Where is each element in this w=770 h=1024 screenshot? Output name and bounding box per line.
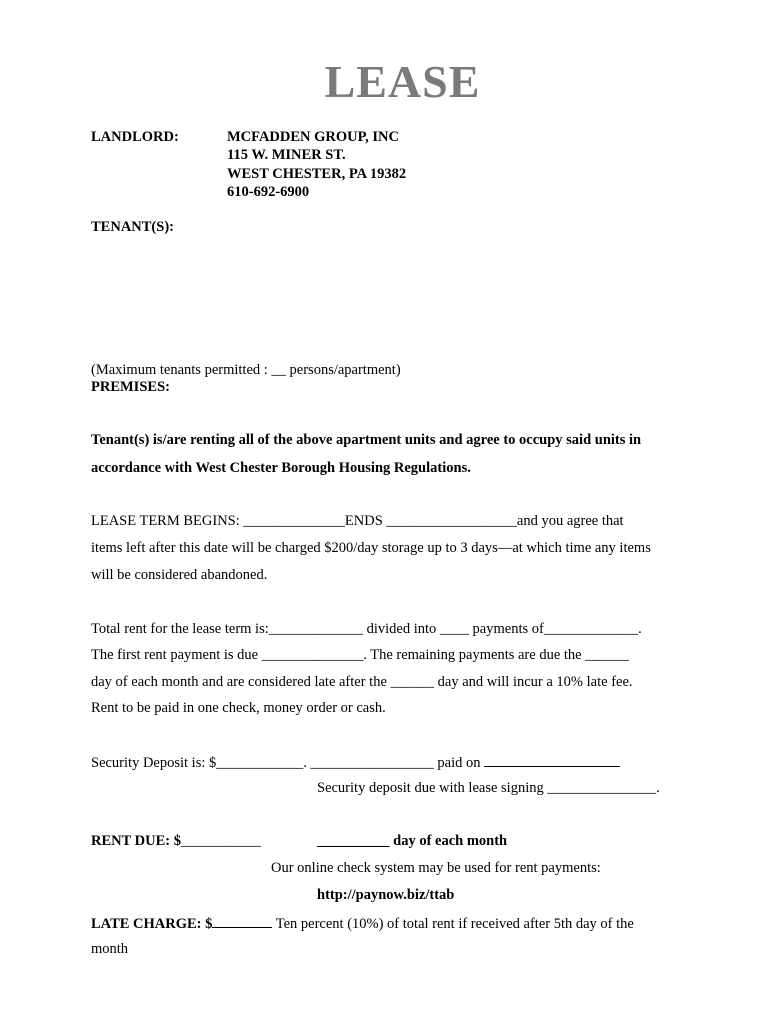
- rent-line-2: The first rent payment is due ______________. The remaining payments are due the ______: [91, 647, 629, 663]
- rent-due-amount-blank: ___________: [180, 833, 261, 849]
- lease-term-line-1: LEASE TERM BEGINS: ______________ENDS __________________and you agree that: [91, 513, 624, 529]
- rent-due-day-line: [317, 832, 507, 850]
- lease-term-line-3: will be considered abandoned.: [91, 567, 268, 583]
- landlord-label: LANDLORD:: [91, 129, 179, 145]
- late-charge-line: [91, 913, 634, 933]
- rent-due-label: RENT DUE: $: [91, 833, 181, 849]
- rent-line-4: Rent to be paid in one check, money order or cash.: [91, 700, 386, 716]
- security-deposit-amount-blank: ____________: [216, 755, 304, 771]
- late-charge-amount-blank: [212, 913, 272, 928]
- landlord-street: 115 W. MINER ST.: [227, 147, 346, 164]
- tenants-label: TENANT(S):: [91, 219, 174, 235]
- landlord-city: WEST CHESTER, PA 19382: [227, 165, 407, 182]
- late-charge-text-continued: month: [91, 941, 129, 957]
- late-charge-text: Ten percent (10%) of total rent if received after 5th day of the: [272, 916, 634, 932]
- premises-label: PREMISES:: [91, 379, 170, 395]
- late-charge-label: LATE CHARGE: $: [91, 916, 213, 932]
- security-deposit-separator: .: [303, 755, 311, 771]
- rent-line-1: Total rent for the lease term is:_____________ divided into ____ payments of_____________.: [91, 621, 642, 637]
- security-deposit-prefix: Security Deposit is: $: [91, 755, 217, 771]
- security-deposit-line: [91, 752, 620, 772]
- max-tenants-note: (Maximum tenants permitted : __ persons/apartment): [91, 362, 401, 378]
- rent-line-3: day of each month and are considered late after the ______ day and will incur a 10% late fee.: [91, 674, 633, 690]
- security-deposit-date-blank: [484, 752, 620, 767]
- lease-term-line-2: items left after this date will be charged $200/day storage up to 3 days—at which time any items: [91, 540, 651, 556]
- online-payment-note: Our online check system may be used for rent payments:: [271, 860, 601, 876]
- security-deposit-due-note: Security deposit due with lease signing _______________.: [317, 780, 660, 796]
- landlord-phone: 610-692-6900: [227, 183, 310, 200]
- document-title: LEASE: [324, 56, 481, 107]
- landlord-info: [227, 128, 406, 201]
- rent-due-day-text: day of each month: [389, 833, 508, 849]
- agreement-line-2: accordance with West Chester Borough Housing Regulations.: [91, 460, 471, 476]
- agreement-line-1: Tenant(s) is/are renting all of the above apartment units and agree to occupy said units in: [91, 432, 642, 448]
- payment-url-link[interactable]: http://paynow.biz/ttab: [317, 887, 455, 903]
- landlord-name: MCFADDEN GROUP, INC: [227, 129, 399, 145]
- security-deposit-paid-blank: _________________: [310, 755, 434, 771]
- security-deposit-paid-on: paid on: [433, 755, 485, 771]
- rent-due-line: [91, 832, 261, 850]
- rent-due-day-blank: __________: [317, 833, 390, 849]
